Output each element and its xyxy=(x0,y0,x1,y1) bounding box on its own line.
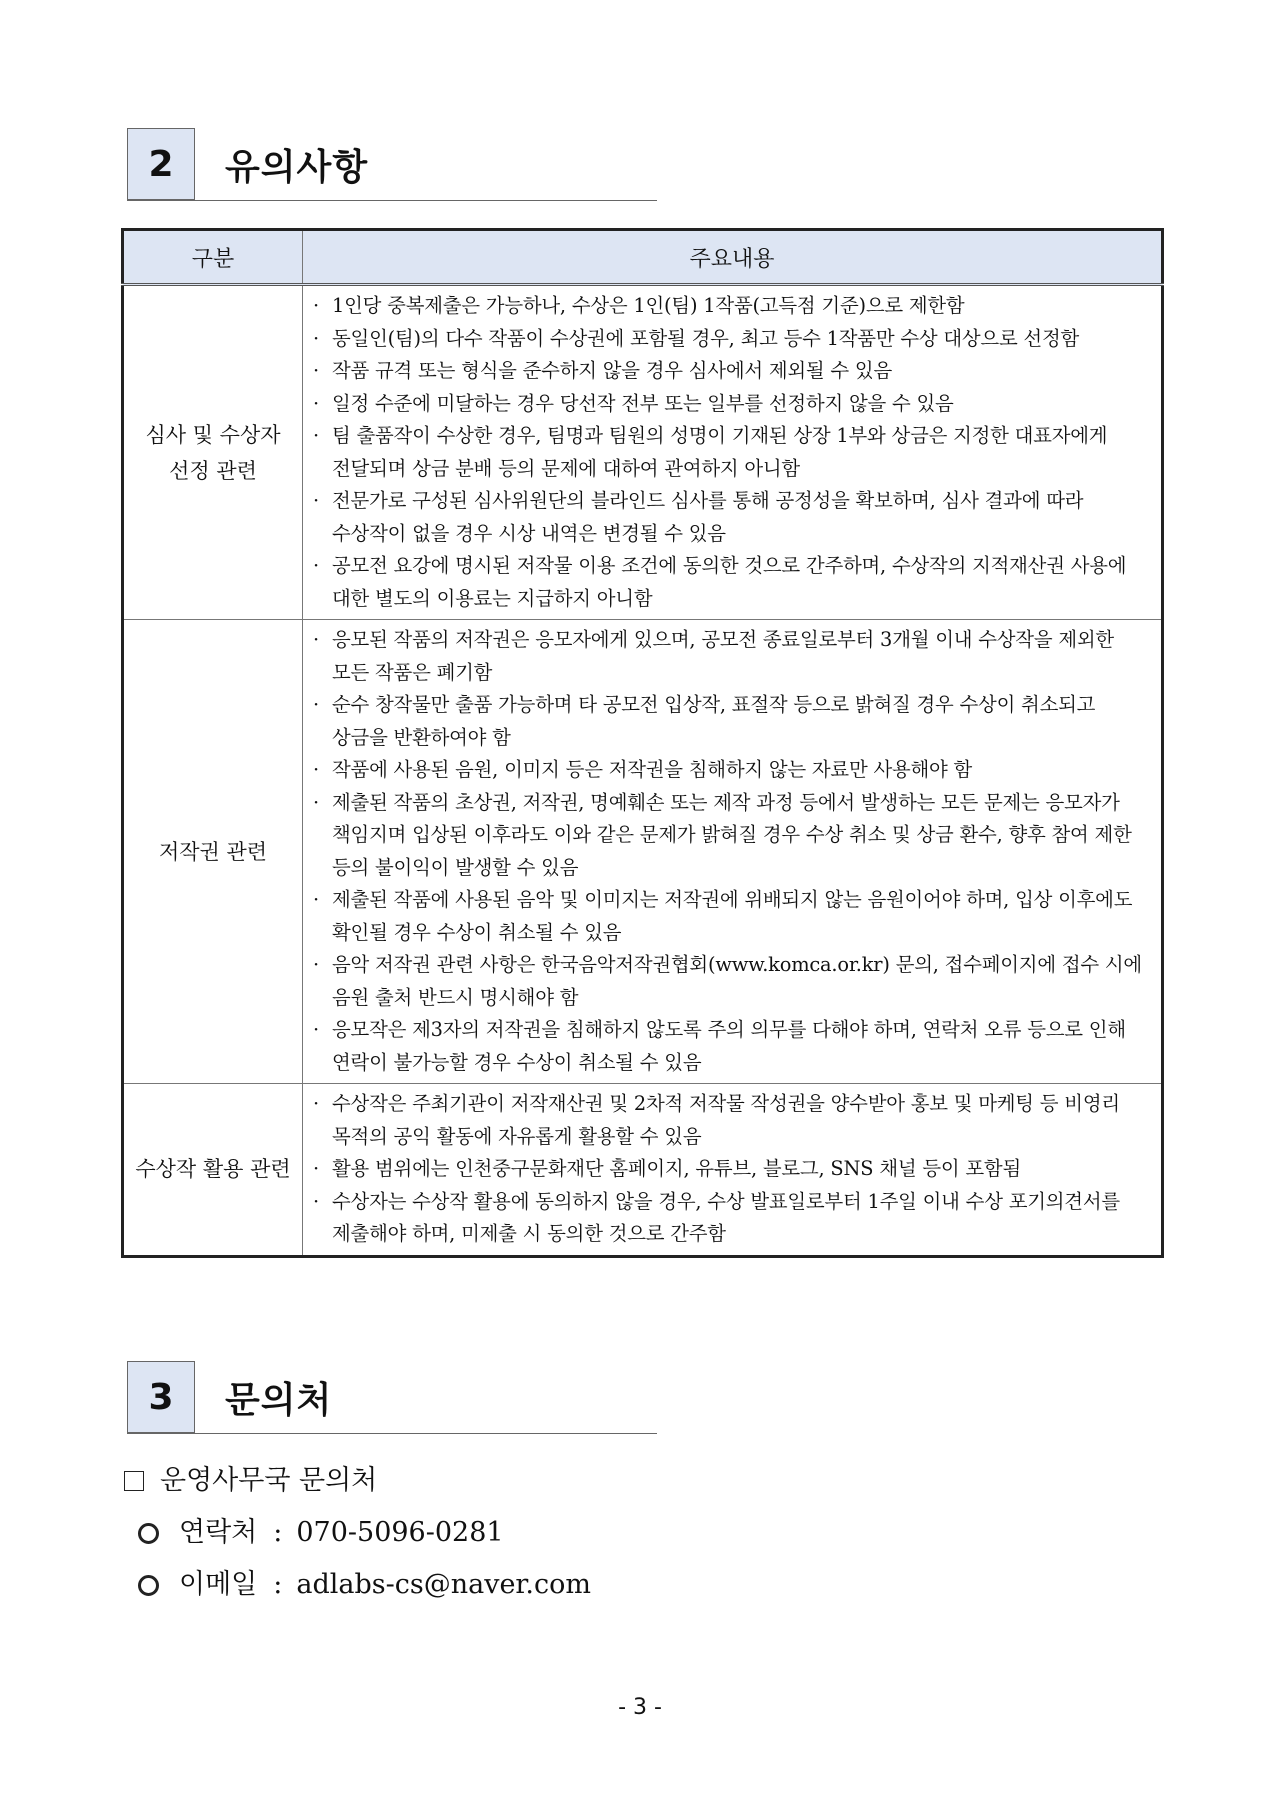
phone-label: 연락처 xyxy=(179,1517,258,1548)
phone-separator: : xyxy=(273,1517,283,1548)
notice-list xyxy=(313,624,1153,1079)
bullet-dot-icon: · xyxy=(313,693,319,716)
section-3-title: 문의처 xyxy=(225,1379,333,1421)
list-item xyxy=(313,949,1153,1014)
notice-list xyxy=(313,1088,1153,1251)
list-item xyxy=(313,323,1153,356)
contact-heading-row xyxy=(124,1455,591,1507)
header-content: 주요내용 xyxy=(303,230,1163,285)
list-item xyxy=(313,624,1153,689)
notice-text: 일정 수준에 미달하는 경우 당선작 전부 또는 일부를 선정하지 않을 수 있음 xyxy=(332,391,954,415)
notice-text: 전문가로 구성된 심사위원단의 블라인드 심사를 통해 공정성을 확보하며, 심사 결과에 따라 수상작이 없을 경우 시상 내역은 변경될 수 있음 xyxy=(332,489,1084,545)
notice-text: 작품에 사용된 음원, 이미지 등은 저작권을 침해하지 않는 자료만 사용해야 함 xyxy=(332,758,973,781)
bullet-dot-icon: · xyxy=(313,359,319,382)
row-content xyxy=(303,285,1163,620)
email-value: adlabs-cs@naver.com xyxy=(296,1569,591,1600)
bullet-dot-icon: · xyxy=(313,758,319,781)
section-3-number: 3 xyxy=(127,1361,195,1433)
bullet-dot-icon: · xyxy=(313,326,319,350)
notice-text: 응모작은 제3자의 저작권을 침해하지 않도록 주의 의무를 다해야 하며, 연락처 오류 등으로 인해 연락이 불가능할 경우 수상이 취소될 수 있음 xyxy=(332,1018,1126,1074)
list-item xyxy=(313,420,1153,485)
notice-text: 순수 창작물만 출품 가능하며 타 공모전 입상작, 표절작 등으로 밝혀질 경우 수상이 취소되고 상금을 반환하여야 함 xyxy=(332,693,1096,749)
notice-text: 1인당 중복제출은 가능하나, 수상은 1인(팀) 1작품(고득점 기준)으로 제한함 xyxy=(332,294,965,317)
circle-bullet-icon xyxy=(138,1575,159,1596)
bullet-dot-icon: · xyxy=(313,628,319,651)
checkbox-square-icon xyxy=(124,1471,144,1491)
notice-text: 수상작은 주최기관이 저작재산권 및 2차적 저작물 작성권을 양수받아 홍보 및 마케팅 등 비영리 목적의 공익 활동에 자유롭게 활용할 수 있음 xyxy=(332,1092,1120,1148)
table-row xyxy=(123,620,1163,1084)
list-item xyxy=(313,787,1153,885)
list-item xyxy=(313,290,1153,323)
notice-text: 제출된 작품의 초상권, 저작권, 명예훼손 또는 제작 과정 등에서 발생하는 모든 문제는 응모자가 책임지며 입상된 이후라도 이와 같은 문제가 밝혀질 경우 수상 취소 및 상금 환수, 향후 참여 제한 등의 불이익이 발생할 수 있음 xyxy=(332,790,1132,879)
notice-text: 작품 규격 또는 형식을 준수하지 않을 경우 심사에서 제외될 수 있음 xyxy=(332,359,892,382)
list-item xyxy=(313,754,1153,787)
row-content xyxy=(303,1084,1163,1257)
list-item xyxy=(313,355,1153,388)
contact-heading: 운영사무국 문의처 xyxy=(160,1465,378,1496)
section-2-title: 유의사항 xyxy=(225,146,369,188)
bullet-dot-icon: · xyxy=(313,489,319,512)
list-item xyxy=(313,485,1153,550)
bullet-dot-icon: · xyxy=(313,391,319,415)
bullet-dot-icon: · xyxy=(313,953,319,976)
notice-text: 음악 저작권 관련 사항은 한국음악저작권협회(www.komca.or.kr) 문의, 접수페이지에 접수 시에 음원 출처 반드시 명시해야 함 xyxy=(332,953,1142,1009)
email-separator: : xyxy=(273,1569,283,1600)
notes-table-body xyxy=(123,285,1163,1257)
bullet-dot-icon: · xyxy=(313,1189,319,1213)
list-item xyxy=(313,689,1153,754)
table-row xyxy=(123,1084,1163,1257)
header-category: 구분 xyxy=(123,230,303,285)
phone-value: 070-5096-0281 xyxy=(296,1517,504,1548)
phone-row xyxy=(124,1507,591,1559)
row-content xyxy=(303,620,1163,1084)
bullet-dot-icon: · xyxy=(313,1157,319,1180)
section-2-header xyxy=(127,128,657,201)
table-row xyxy=(123,285,1163,620)
list-item xyxy=(313,1014,1153,1079)
email-row xyxy=(124,1559,591,1611)
row-category: 수상작 활용 관련 xyxy=(123,1084,303,1257)
notice-text: 활용 범위에는 인천중구문화재단 홈페이지, 유튜브, 블로그, SNS 채널 등이 포함됨 xyxy=(332,1157,1021,1180)
bullet-dot-icon: · xyxy=(313,1018,319,1041)
circle-bullet-icon xyxy=(138,1523,159,1544)
bullet-dot-icon: · xyxy=(313,294,319,317)
contact-block xyxy=(124,1455,591,1611)
row-category: 저작권 관련 xyxy=(123,620,303,1084)
page-number: - 3 - xyxy=(618,1695,662,1720)
list-item xyxy=(313,1088,1153,1153)
list-item xyxy=(313,388,1153,421)
list-item xyxy=(313,884,1153,949)
list-item xyxy=(313,1153,1153,1186)
table-header-row xyxy=(123,230,1163,285)
bullet-dot-icon: · xyxy=(313,424,319,447)
notice-text: 팀 출품작이 수상한 경우, 팀명과 팀원의 성명이 기재된 상장 1부와 상금은 지정한 대표자에게 전달되며 상금 분배 등의 문제에 대하여 관여하지 아니함 xyxy=(332,424,1108,480)
notice-text: 수상자는 수상작 활용에 동의하지 않을 경우, 수상 발표일로부터 1주일 이내 수상 포기의견서를 제출해야 하며, 미제출 시 동의한 것으로 간주함 xyxy=(332,1189,1120,1245)
notice-list xyxy=(313,290,1153,615)
bullet-dot-icon: · xyxy=(313,790,319,814)
notice-text: 응모된 작품의 저작권은 응모자에게 있으며, 공모전 종료일로부터 3개월 이내 수상작을 제외한 모든 작품은 폐기함 xyxy=(332,628,1114,684)
list-item xyxy=(313,1186,1153,1251)
notice-text: 동일인(팀)의 다수 작품이 수상권에 포함될 경우, 최고 등수 1작품만 수상 대상으로 선정함 xyxy=(332,326,1080,350)
notice-text: 공모전 요강에 명시된 저작물 이용 조건에 동의한 것으로 간주하며, 수상작의 지적재산권 사용에 대한 별도의 이용료는 지급하지 아니함 xyxy=(332,554,1127,610)
notes-table xyxy=(121,228,1164,1258)
list-item xyxy=(313,550,1153,615)
section-2-number: 2 xyxy=(127,128,195,200)
bullet-dot-icon: · xyxy=(313,554,319,577)
row-category: 심사 및 수상자 선정 관련 xyxy=(123,285,303,620)
bullet-dot-icon: · xyxy=(313,888,319,911)
bullet-dot-icon: · xyxy=(313,1092,319,1115)
email-label: 이메일 xyxy=(179,1569,258,1600)
notice-text: 제출된 작품에 사용된 음악 및 이미지는 저작권에 위배되지 않는 음원이어야 하며, 입상 이후에도 확인될 경우 수상이 취소될 수 있음 xyxy=(332,888,1133,944)
section-3-header xyxy=(127,1361,657,1434)
